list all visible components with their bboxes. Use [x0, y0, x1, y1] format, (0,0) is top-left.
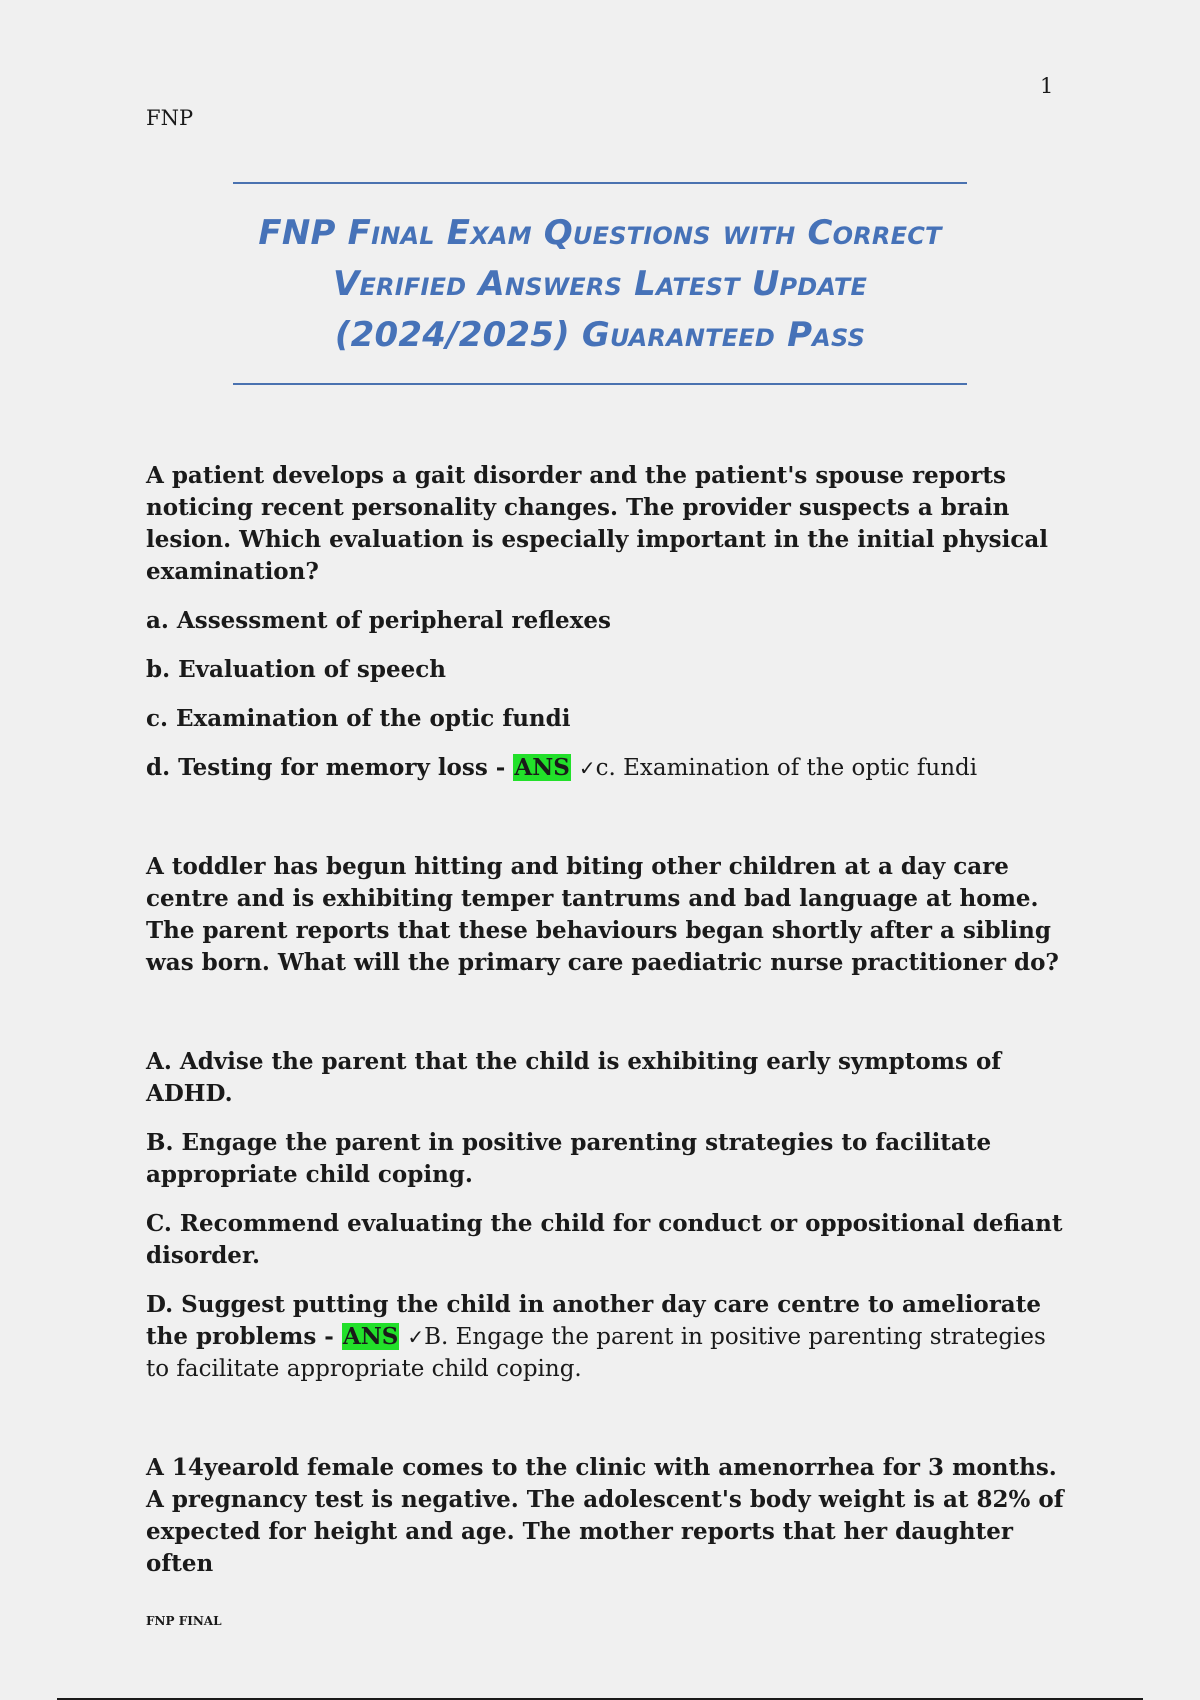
footer-label: FNP FINAL — [146, 1614, 222, 1628]
spacer — [146, 801, 1066, 851]
question-stem: A toddler has begun hitting and biting other children at a day care centre and is exhibiting temper tantrums and bad language at home. The parent reports that these behaviours began shortly after a sibling was born. What will the primary care paediatric nurse practitioner do? — [146, 853, 1059, 976]
title-line: Verified Answers Latest Update — [332, 264, 868, 304]
answer-option-label: d. Testing for memory loss - — [146, 754, 506, 781]
spacer — [146, 996, 1066, 1046]
page-number: 1 — [1040, 74, 1054, 98]
answer-option: b. Evaluation of speech — [146, 656, 446, 683]
title-block — [233, 182, 967, 385]
answer-option: a. Assessment of peripheral reflexes — [146, 607, 611, 634]
answer-option: c. Examination of the optic fundi — [146, 705, 571, 732]
answer-option-with-key — [146, 1289, 1066, 1385]
answer-option: A. Advise the parent that the child is exhibiting early symptoms of ADHD. — [146, 1048, 1002, 1107]
title-line: FNP Final Exam Questions with Correct — [258, 213, 942, 253]
question-stem: A 14yearold female comes to the clinic with amenorrhea for 3 months. A pregnancy test is negative. The adolescent's body weight is at 82% of expected for height and age. The mother reports that her daughter often — [146, 1454, 1064, 1577]
checkmark-icon: ✓ — [578, 756, 596, 780]
answer-option-with-key — [146, 752, 1066, 784]
ans-highlight: ANS — [514, 754, 570, 781]
header-label: FNP — [146, 106, 194, 130]
answer-option-label: D. Suggest putting the child in another day care centre to ameliorate the problems - — [146, 1291, 1041, 1350]
document-body — [146, 460, 1066, 1597]
answer-option: B. Engage the parent in positive parenting strategies to facilitate appropriate child coping. — [146, 1129, 992, 1188]
ans-highlight: ANS — [342, 1323, 399, 1350]
correct-answer: c. Examination of the optic fundi — [595, 755, 978, 781]
question-stem: A patient develops a gait disorder and the patient's spouse reports noticing recent personality changes. The provider suspects a brain lesion. Which evaluation is especially important in the initial physical examination? — [146, 462, 1048, 585]
answer-option: C. Recommend evaluating the child for conduct or oppositional defiant disorder. — [146, 1210, 1063, 1269]
checkmark-icon: ✓ — [407, 1325, 425, 1349]
spacer — [146, 1402, 1066, 1452]
title-line: (2024/2025) Guaranteed Pass — [334, 315, 866, 355]
correct-answer: B. Engage the parent in positive parenting strategies to facilitate appropriate child coping. — [146, 1324, 1046, 1382]
